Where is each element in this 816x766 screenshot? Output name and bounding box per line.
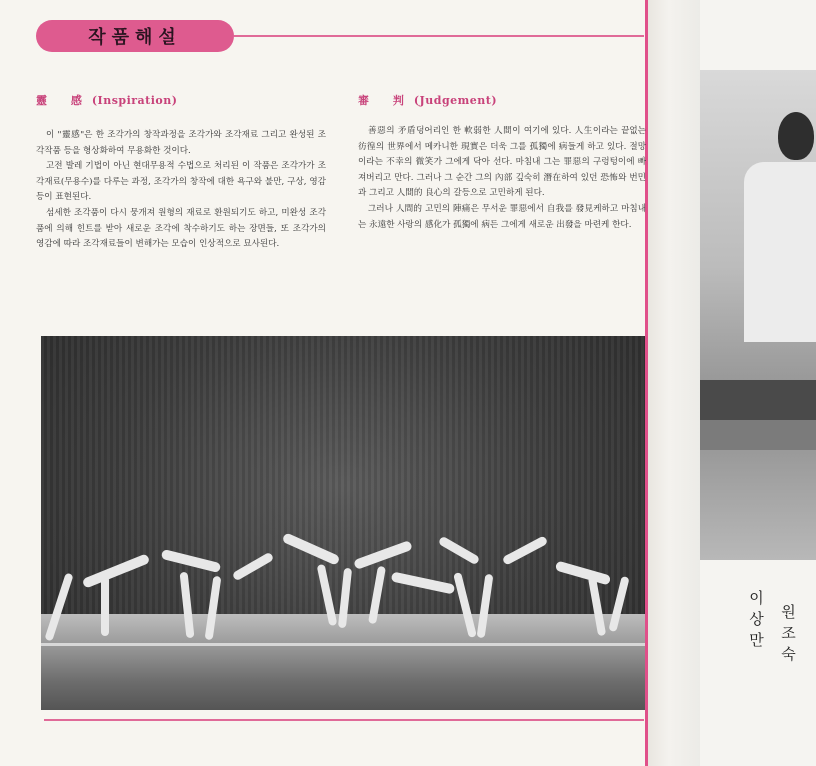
judgement-paragraph: 그러나 人間的 고민의 陣痛은 무서운 罪惡에서 自我를 發見케하고 마침내는 永遠한 사랑의 感化가 孤獨에 病든 그에게 새로운 出發을 마련케 한다. [358,203,646,230]
portrait-platform-lower [700,420,816,450]
section-header-title: 작품해설 [88,27,182,48]
judgement-title-en: (Judgement) [413,94,498,107]
dancer-figure [353,540,413,570]
dancer-figure [438,536,481,566]
dancer-figure [555,560,612,585]
inspiration-title-en: (Inspiration) [91,94,178,107]
inspiration-paragraph: 이 "靈感"은 한 조각가의 창작과정을 조각가와 조각재료 그리고 완성된 조각작품 등을 형상화하여 무용화한 것이다. [36,130,326,156]
dancer-figure [232,552,275,582]
judgement-title [358,92,497,108]
portrait-figure-head [778,112,814,160]
inspiration-title-cjk: 靈 感 [36,94,92,107]
dancer-figure [82,553,151,588]
inspiration-paragraph: 섬세한 조각품이 다시 뭉개져 원형의 재료로 환원되기도 하고, 미완성 조각품에 의해 힌트를 받아 새로운 조각에 착수하기도 하는 장면들, 또 조각가의 영감에 따라 조각재료들이 변해가는 모습이 인상적으로 묘사된다. [36,207,326,250]
judgement-title-cjk: 審 判 [358,94,414,107]
dancer-figure [161,549,222,573]
dancer-figure [282,532,341,566]
header-rule [234,35,644,37]
judgement-body [358,124,646,233]
section-header-badge [36,20,234,52]
dance-performance-photo [41,336,645,710]
credit-name: 원조숙 [779,604,797,667]
stage-floor [41,614,645,710]
book-gutter [648,0,700,766]
judgement-paragraph: 善惡의 矛盾덩어리인 한 軟弱한 人間이 여기에 있다. 人生이라는 끝없는 彷徨의 世界에서 메카니한 現實은 더욱 그를 孤獨에 病들게 하고 있다. 절망이라는 不幸의 微笑가 그에게 닥아 선다. 마침내 그는 罪惡의 구렁텅이에 빠져버리고 만다. 그러나 그 순간 그의 內部 깊숙히 潛在하여 있던 恐怖와 번민과 그리고 人間的 良心의 갈등으로 고민하게 된다. [358,126,646,199]
credit-name: 이상만 [747,590,765,653]
stage-edge [41,643,645,646]
portrait-photo [700,70,816,560]
inspiration-paragraph: 고전 발레 기법이 아닌 현대무용적 수법으로 처리된 이 작품은 조각가가 조각재료(무용수)를 다루는 과정, 조각가의 창작에 대한 욕구와 불만, 구상, 영감 등이 표현된다. [36,161,326,203]
dancer-figure [391,571,456,594]
portrait-figure-body [744,162,816,342]
inspiration-title [36,92,177,108]
dancer-figure [101,576,109,636]
portrait-platform [700,380,816,420]
dancer-figure [502,535,549,565]
footer-rule [44,719,644,721]
credits-names [748,590,808,710]
inspiration-body [36,128,326,253]
